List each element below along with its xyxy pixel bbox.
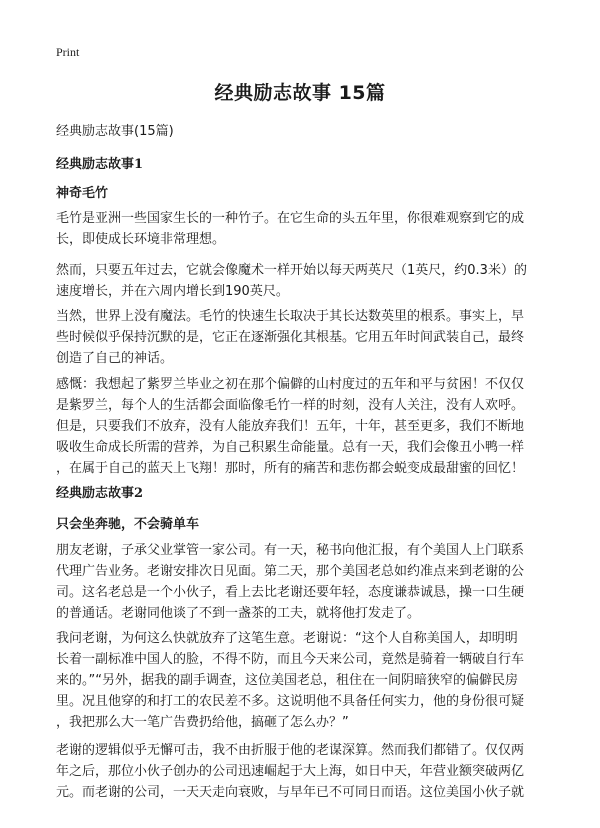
print-label[interactable]: Print (56, 45, 80, 59)
story-title: 只会坐奔驰，不会骑单车 (56, 517, 200, 532)
paragraph: 我问老谢，为何这么快就放弃了这笔生意。老谢说：“这个人自称美国人，却明明 长着一副标准中国人的脸，不得不防，而且今天来公司，竟然是骑着一辆破自行车 来的。”“另外，据我的副手调查，这位美国老总，租住在一间阴暗狭窄的偏僻民房 里。况且他穿的和打工的农民差不多。这说明他不具备任何实力，他的身份很可疑 ，我把那么大一笔广告费扔给他，搞砸了怎么办？” (56, 631, 525, 730)
paragraph: 朋友老谢，子承父业掌管一家公司。有一天，秘书向他汇报，有个美国人上门联系 代理广告业务。老谢安排次日见面。第二天，那个美国老总如约准点来到老谢的公 司。这名老总是一个小伙子，看上去比老谢还要年轻，态度谦恭诚恳，操一口生硬 的普通话。老谢同他谈了不到一盏茶的工夫，就将他打发走了。 (56, 543, 525, 621)
section-heading: 经典励志故事1 (56, 157, 144, 172)
paragraph: 老谢的逻辑似乎无懈可击，我不由折服于他的老谋深算。然而我们都错了。仅仅两 年之后，那位小伙子创办的公司迅速崛起于大上海，如日中天，年营业额突破两亿 元。而老谢的公司，一天天走向衰败，与早年已不可同日而语。这位美国小伙子就 (56, 743, 525, 800)
paragraph: 毛竹是亚洲一些国家生长的一种竹子。在它生命的头五年里，你很难观察到它的成 长，即使成长环境非常理想。 (56, 211, 525, 247)
document-subtitle: 经典励志故事(15篇) (56, 124, 174, 139)
section-heading: 经典励志故事2 (56, 486, 144, 501)
document-title: 经典励志故事 15篇 (214, 82, 386, 104)
story-title: 神奇毛竹 (56, 186, 109, 201)
paragraph: 感慨：我想起了紫罗兰毕业之初在那个偏僻的山村度过的五年和平与贫困！不仅仅 是紫罗兰，每个人的生活都会面临像毛竹一样的时刻，没有人关注，没有人欢呼。 但是，只要我们不放弃，没有人能放弃我们！五年，十年，甚至更多，我们不断地 吸收生命成长所需的营养，为自己积累生命能量。总有一天，我们会像丑小鸭一样 ，在属于自己的蓝天上飞翔！那时，所有的痛苦和悲伤都会蜕变成最甜蜜的回忆！ (56, 377, 525, 476)
paragraph: 然而，只要五年过去，它就会像魔术一样开始以每天两英尺（1英尺，约0.3米）的 速度增长，并在六周内增长到190英尺。 (56, 263, 527, 299)
paragraph: 当然，世界上没有魔法。毛竹的快速生长取决于其长达数英里的根系。事实上，早 些时候似乎保持沉默的是，它正在逐渐强化其根基。它用五年时间武装自己，最终 创造了自己的神话。 (56, 309, 525, 366)
